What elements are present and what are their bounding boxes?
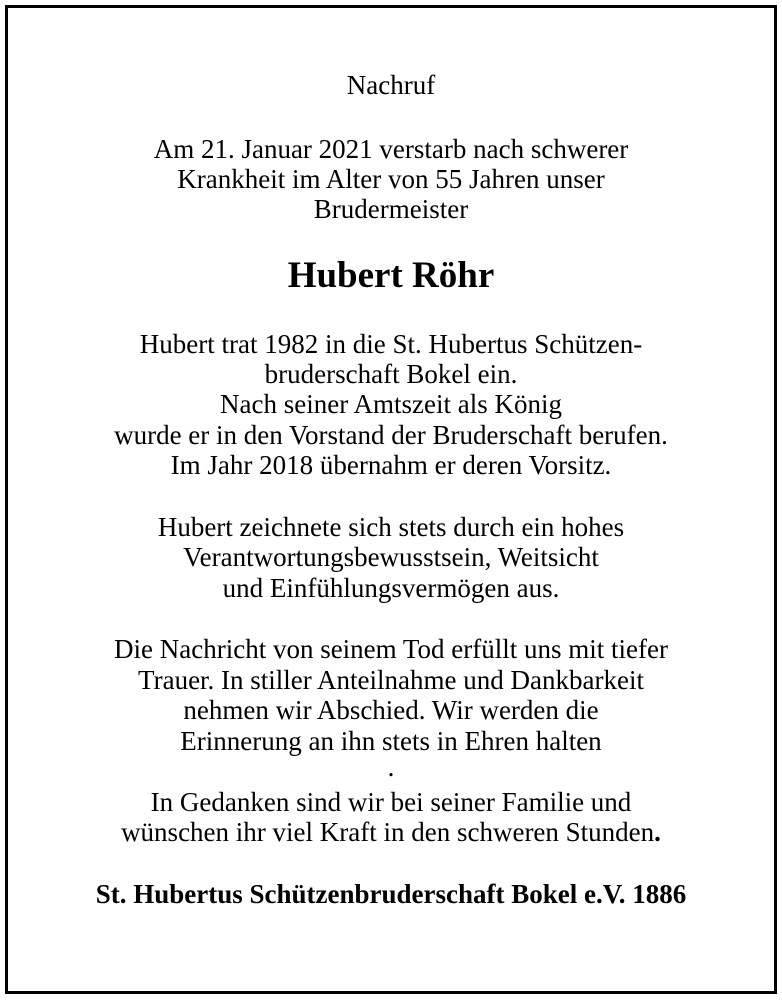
- paragraph4-line-1: In Gedanken sind wir bei seiner Familie und: [150, 787, 632, 817]
- paragraph1-line-2: bruderschaft Bokel ein.: [264, 359, 518, 389]
- paragraph3-line-3: nehmen wir Abschied. Wir werden die: [183, 695, 599, 725]
- intro-line-3: Brudermeister: [313, 194, 469, 224]
- paragraph1-line-4: wurde er in den Vorstand der Bruderschaft berufen.: [114, 420, 668, 450]
- paragraph3-line-4: Erinnerung an ihn stets in Ehren halten: [180, 726, 602, 756]
- paragraph1-line-5: Im Jahr 2018 übernahm er deren Vorsitz.: [170, 450, 612, 480]
- paragraph3-dot: .: [387, 752, 395, 782]
- paragraph4-final-dot: .: [654, 817, 661, 847]
- paragraph4-line-2-text: wünschen ihr viel Kraft in den schweren Stunden: [121, 817, 655, 847]
- paragraph3-line-1: Die Nachricht von seinem Tod erfüllt uns mit tiefer: [114, 634, 668, 664]
- paragraph3-line-2: Trauer. In stiller Anteilnahme und Dankbarkeit: [138, 665, 644, 695]
- signature: St. Hubertus Schützenbruderschaft Bokel e.V. 1886: [95, 879, 687, 909]
- paragraph2-line-2: Verantwortungsbewusstsein, Weitsicht: [183, 542, 599, 572]
- heading: Nachruf: [346, 70, 436, 100]
- paragraph2-line-3: und Einfühlungsvermögen aus.: [222, 573, 560, 603]
- paragraph1-line-3: Nach seiner Amtszeit als König: [220, 389, 562, 419]
- intro-line-1: Am 21. Januar 2021 verstarb nach schwerer: [153, 134, 629, 164]
- deceased-name: Hubert Röhr: [287, 255, 495, 296]
- intro-line-2: Krankheit im Alter von 55 Jahren unser: [177, 164, 605, 194]
- paragraph2-line-1: Hubert zeichnete sich stets durch ein hohes: [157, 512, 625, 542]
- paragraph1-line-1: Hubert trat 1982 in die St. Hubertus Schützen-: [139, 329, 643, 359]
- paragraph4-line-2: [0, 817, 782, 847]
